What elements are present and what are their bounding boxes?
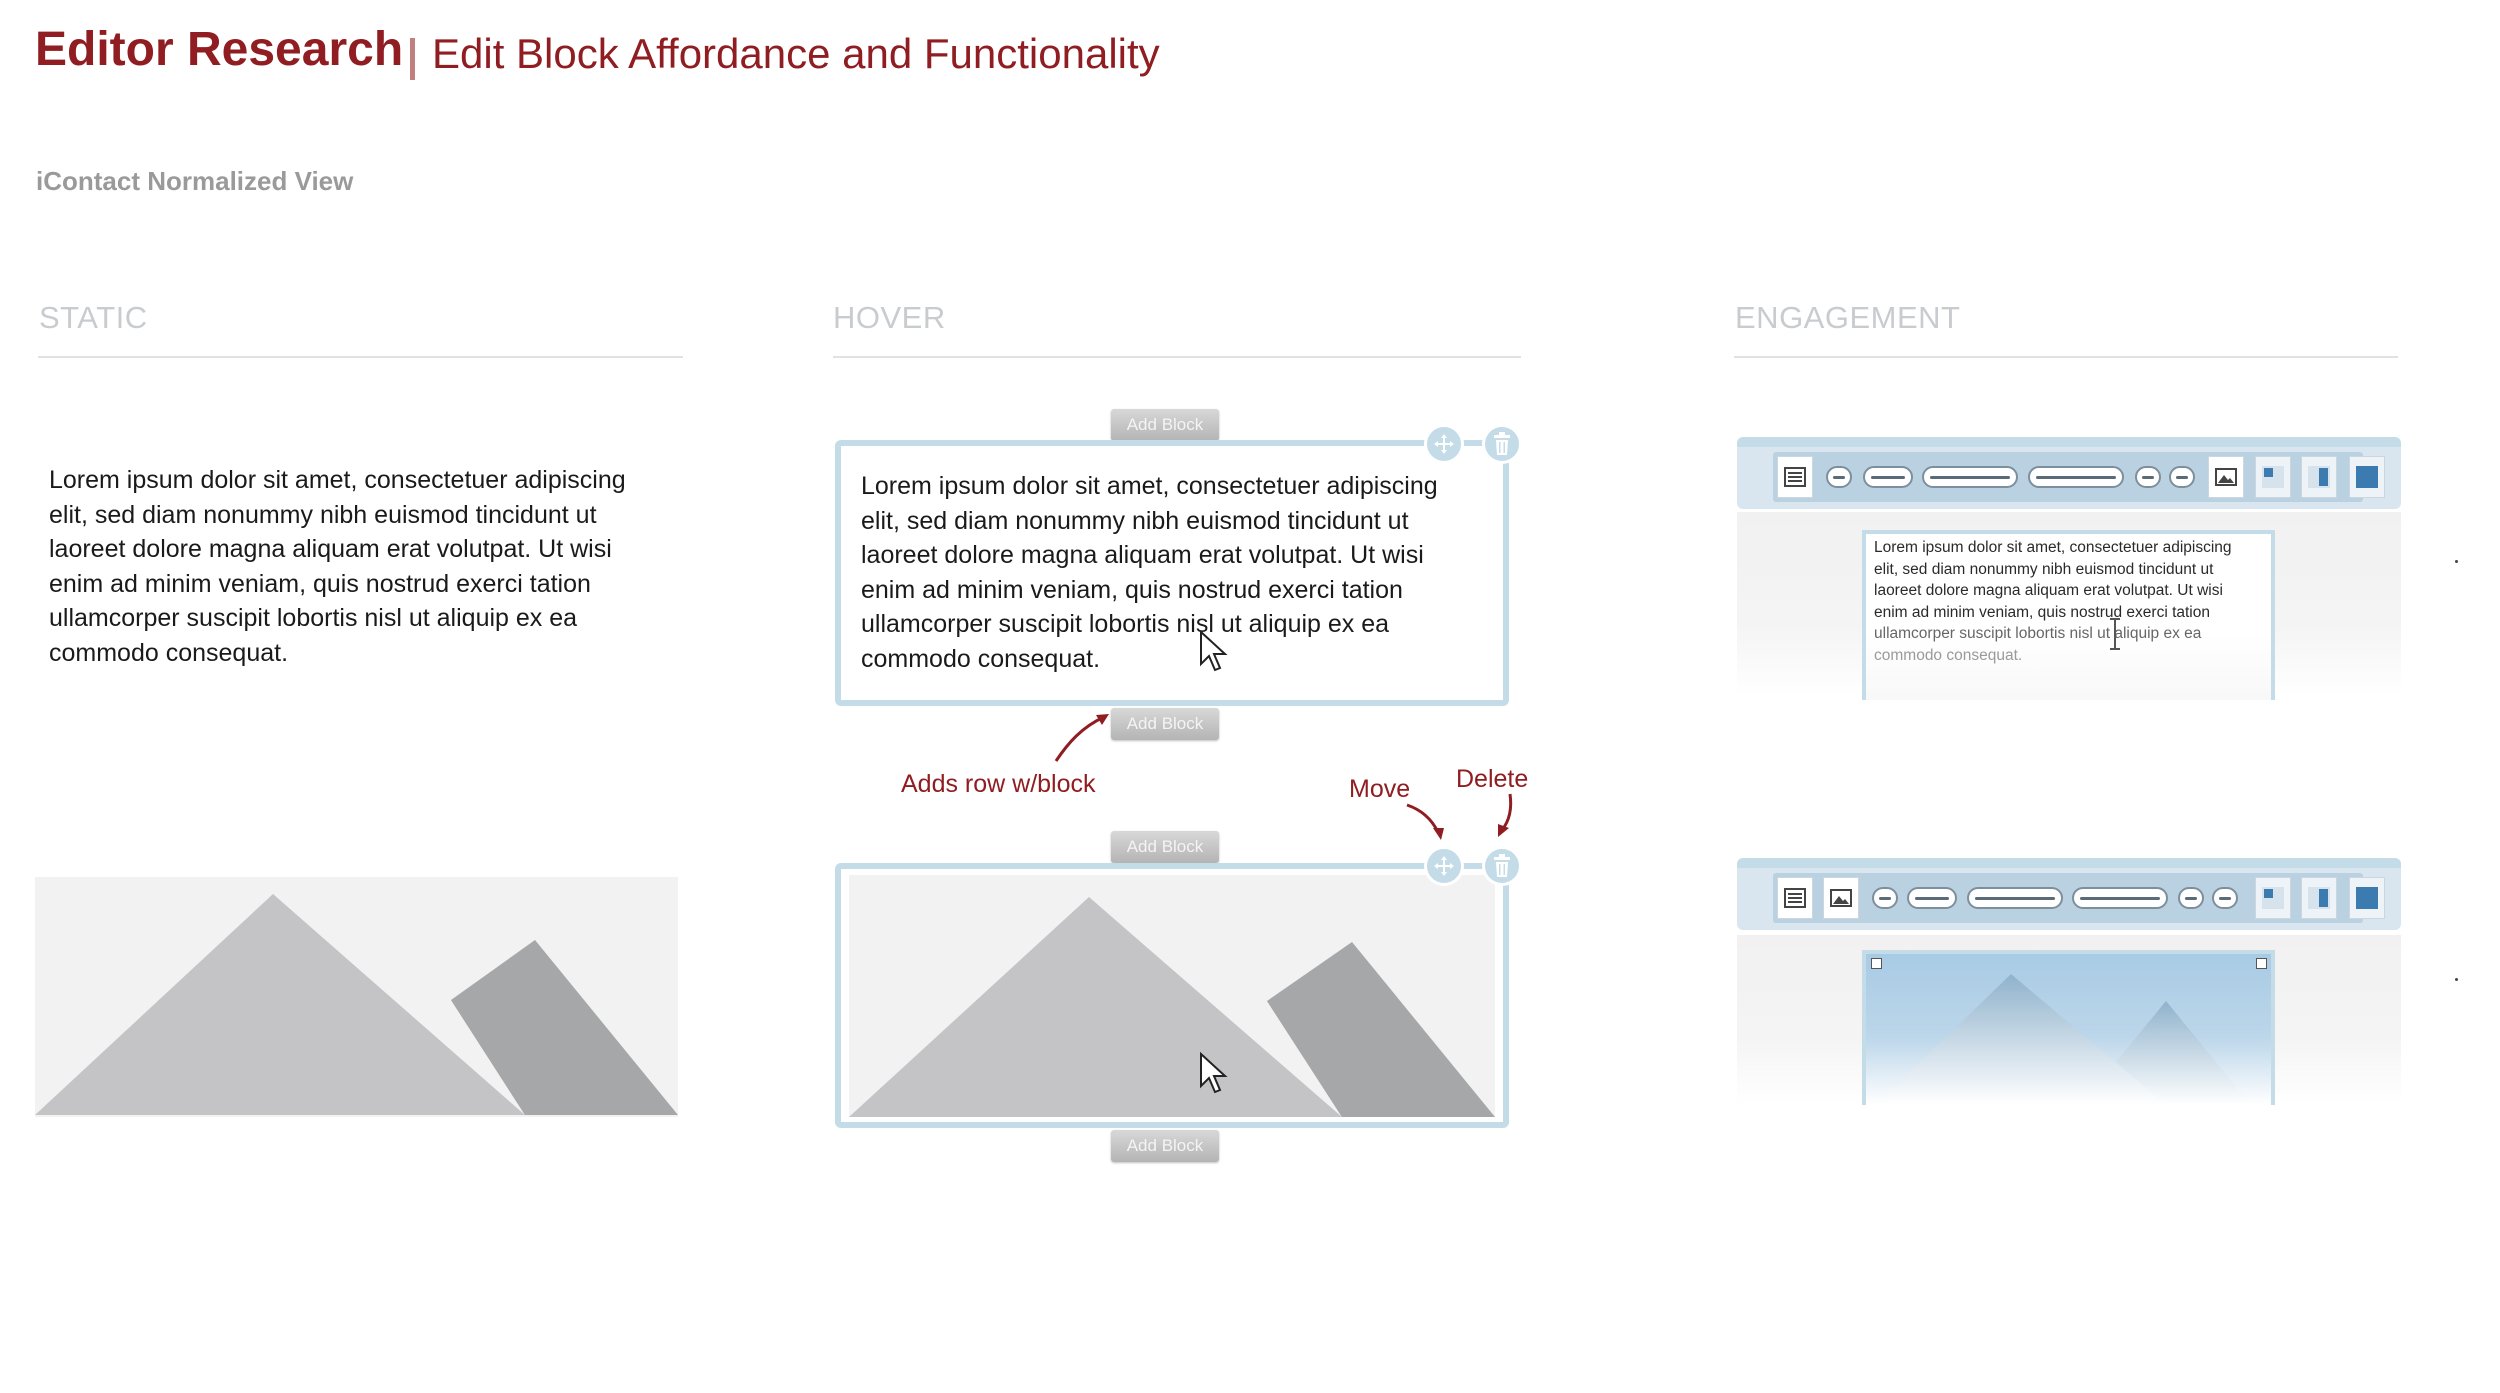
text-line: commodo consequat. [1874,646,2023,664]
annotation-move: Move [1349,775,1411,803]
text-line: ullamcorper suscipit lobortis nisl ut aliquip ex ea [49,604,578,632]
layout-column-button[interactable] [2301,456,2337,498]
toolbar-option[interactable] [1826,466,1852,488]
text-editor-toolbar [1737,437,2401,509]
add-block-button-bottom[interactable]: Add Block [1111,708,1219,740]
text-line: ullamcorper suscipit lobortis nisl ut aliquip ex ea [861,610,1390,638]
hover-text-block[interactable] [835,440,1509,706]
move-button[interactable] [1424,424,1464,464]
selected-image [1866,954,2271,1105]
text-line: Lorem ipsum dolor sit amet, consectetuer adipiscing [861,472,1438,500]
page-subtitle: Edit Block Affordance and Functionality [432,30,1160,77]
text-block-button[interactable] [1777,877,1813,919]
text-block-icon [1784,467,1806,487]
text-line: enim ad minim veniam, quis nostrud exerci tation [1874,603,2210,621]
toolbar-option[interactable] [1863,466,1913,488]
layout-full-button[interactable] [2349,877,2385,919]
add-block-button-top[interactable]: Add Block [1111,409,1219,441]
column-head-hover: HOVER [833,300,946,335]
editing-text-content[interactable] [1874,537,2274,666]
editing-text-block[interactable] [1862,530,2275,700]
editing-image-block[interactable] [1862,950,2275,1105]
trash-icon [1492,854,1512,878]
layout-column-icon [2308,887,2330,909]
hover-image-placeholder [849,875,1495,1117]
layout-left-icon [2262,466,2284,488]
column-rule-hover [833,356,1521,358]
text-line: elit, sed diam nonummy nibh euismod tincidunt ut [1874,560,2214,578]
marker-dot [2455,560,2458,563]
cursor-arrow-icon [1198,1052,1230,1096]
page-title: Editor Research [35,23,404,76]
toolbar-option[interactable] [2135,466,2161,488]
image-block-button[interactable] [1823,877,1859,919]
toolbar-option[interactable] [2028,466,2124,488]
toolbar-option[interactable] [1922,466,2018,488]
toolbar-option[interactable] [1872,887,1898,909]
annotation-arrow-delete [1490,790,1520,840]
text-line: laoreet dolore magna aliquam erat volutpat. Ut wisi [1874,582,2223,599]
text-line: elit, sed diam nonummy nibh euismod tincidunt ut [49,500,597,529]
layout-full-icon [2356,466,2378,488]
column-rule-engagement [1734,356,2398,358]
cursor-arrow-icon [1198,630,1230,674]
layout-column-icon [2308,466,2330,488]
delete-button[interactable] [1482,424,1522,464]
text-block-button[interactable] [1777,456,1813,498]
text-block-icon [1784,888,1806,908]
toolbar-option[interactable] [2212,887,2238,909]
annotation-delete: Delete [1456,765,1529,793]
text-line: laoreet dolore magna aliquam erat volutpat. Ut wisi [49,535,612,563]
text-line: commodo consequat. [861,644,1101,673]
toolbar-option[interactable] [2072,887,2168,909]
image-editor-toolbar [1737,858,2401,930]
static-image-placeholder [35,877,678,1117]
image-block-icon [2215,468,2237,486]
toolbar-option[interactable] [2178,887,2204,909]
marker-dot [2455,978,2458,981]
move-icon [1432,854,1456,878]
hover-image-block[interactable] [835,863,1509,1128]
static-text-block [49,463,689,670]
text-line: elit, sed diam nonummy nibh euismod tincidunt ut [861,506,1409,535]
move-button[interactable] [1424,846,1464,886]
resize-handle-top-left[interactable] [1871,958,1882,969]
layout-left-button[interactable] [2255,456,2291,498]
add-block-button-bottom[interactable]: Add Block [1111,1130,1219,1162]
image-block-button[interactable] [2208,456,2244,498]
toolbar-option[interactable] [1967,887,2063,909]
hover-text-content[interactable] [861,469,1501,676]
text-line: enim ad minim veniam, quis nostrud exerci tation [49,569,591,598]
annotation-arrow-move [1402,800,1448,842]
text-cursor-icon [2108,617,2122,651]
layout-column-button[interactable] [2301,877,2337,919]
column-rule-static [38,356,683,358]
column-head-static: STATIC [39,300,148,335]
title-divider [410,38,415,80]
layout-left-button[interactable] [2255,877,2291,919]
trash-icon [1492,432,1512,456]
add-block-button-top[interactable]: Add Block [1111,831,1219,863]
column-head-engagement: ENGAGEMENT [1735,300,1961,335]
layout-full-button[interactable] [2349,456,2385,498]
resize-handle-top-right[interactable] [2256,958,2267,969]
toolbar-option[interactable] [2169,466,2195,488]
layout-left-icon [2262,887,2284,909]
text-line: enim ad minim veniam, quis nostrud exerci tation [861,575,1403,604]
toolbar-option[interactable] [1907,887,1957,909]
text-line: Lorem ipsum dolor sit amet, consectetuer adipiscing [1874,539,2232,556]
text-line: laoreet dolore magna aliquam erat volutpat. Ut wisi [861,541,1424,569]
image-block-icon [1830,889,1852,907]
move-icon [1432,432,1456,456]
annotation-arrow-adds-row [1040,705,1112,767]
text-line: Lorem ipsum dolor sit amet, consectetuer adipiscing [49,466,626,494]
text-line: commodo consequat. [49,638,289,667]
text-line: ullamcorper suscipit lobortis nisl ut aliquip ex ea [1874,625,2202,642]
view-label: iContact Normalized View [36,166,354,196]
layout-full-icon [2356,887,2378,909]
delete-button[interactable] [1482,846,1522,886]
annotation-adds-row: Adds row w/block [901,770,1096,798]
